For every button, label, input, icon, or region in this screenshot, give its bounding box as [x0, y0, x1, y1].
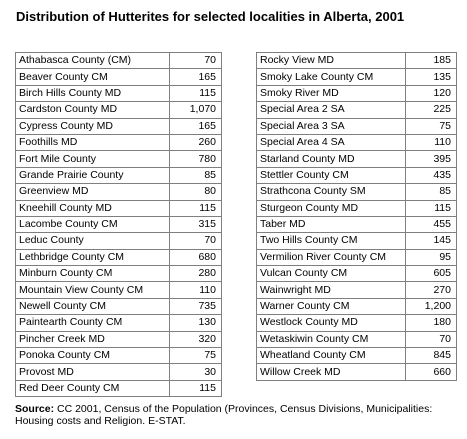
- hutterite-count-cell: 135: [406, 69, 457, 85]
- table-row: [16, 200, 222, 216]
- table-row: [16, 118, 222, 134]
- locality-name-cell: Smoky Lake County CM: [257, 69, 406, 85]
- table-row: [16, 249, 222, 265]
- locality-name-cell: Wheatland County CM: [257, 348, 406, 364]
- locality-name-cell: Grande Prairie County: [16, 167, 170, 183]
- hutterite-count-cell: 85: [170, 167, 222, 183]
- locality-name-cell: Foothills MD: [16, 134, 170, 150]
- locality-name-cell: Special Area 3 SA: [257, 118, 406, 134]
- table-row: [16, 85, 222, 101]
- locality-name-cell: Vermilion River County CM: [257, 249, 406, 265]
- hutterite-count-cell: 165: [170, 118, 222, 134]
- locality-name-cell: Taber MD: [257, 216, 406, 232]
- hutterite-count-cell: 80: [170, 184, 222, 200]
- table-row: [16, 380, 222, 396]
- table-body-right: [257, 53, 457, 381]
- hutterite-count-cell: 1,070: [170, 102, 222, 118]
- locality-name-cell: Starland County MD: [257, 151, 406, 167]
- hutterite-count-cell: 780: [170, 151, 222, 167]
- locality-name-cell: Lacombe County CM: [16, 216, 170, 232]
- table-row: [257, 102, 457, 118]
- table-row: [16, 102, 222, 118]
- table-row: [16, 266, 222, 282]
- locality-name-cell: Cardston County MD: [16, 102, 170, 118]
- table-row: [257, 134, 457, 150]
- locality-name-cell: Wainwright MD: [257, 282, 406, 298]
- table-row: [16, 151, 222, 167]
- table-row: [257, 216, 457, 232]
- hutterite-count-cell: 75: [406, 118, 457, 134]
- hutterite-count-cell: 735: [170, 298, 222, 314]
- hutterite-count-cell: 70: [170, 53, 222, 69]
- locality-name-cell: Special Area 2 SA: [257, 102, 406, 118]
- locality-name-cell: Birch Hills County MD: [16, 85, 170, 101]
- locality-name-cell: Rocky View MD: [257, 53, 406, 69]
- hutterite-count-cell: 130: [170, 315, 222, 331]
- locality-name-cell: Two Hills County CM: [257, 233, 406, 249]
- table-row: [257, 200, 457, 216]
- hutterite-count-cell: 1,200: [406, 298, 457, 314]
- locality-name-cell: Warner County CM: [257, 298, 406, 314]
- locality-name-cell: Willow Creek MD: [257, 364, 406, 380]
- hutterite-count-cell: 395: [406, 151, 457, 167]
- table-row: [16, 233, 222, 249]
- hutterite-count-cell: 270: [406, 282, 457, 298]
- locality-name-cell: Paintearth County CM: [16, 315, 170, 331]
- table-row: [257, 364, 457, 380]
- hutterite-count-cell: 185: [406, 53, 457, 69]
- table-row: [257, 315, 457, 331]
- table-row: [16, 282, 222, 298]
- hutterite-count-cell: 145: [406, 233, 457, 249]
- table-row: [16, 348, 222, 364]
- hutterite-count-cell: 115: [170, 380, 222, 396]
- locality-name-cell: Pincher Creek MD: [16, 331, 170, 347]
- hutterite-count-cell: 680: [170, 249, 222, 265]
- hutterite-count-cell: 115: [406, 200, 457, 216]
- table-row: [16, 53, 222, 69]
- table-row: [257, 282, 457, 298]
- locality-name-cell: Mountain View County CM: [16, 282, 170, 298]
- locality-name-cell: Provost MD: [16, 364, 170, 380]
- locality-name-cell: Sturgeon County MD: [257, 200, 406, 216]
- hutterite-count-cell: 280: [170, 266, 222, 282]
- locality-name-cell: Ponoka County CM: [16, 348, 170, 364]
- table-row: [16, 298, 222, 314]
- hutterite-count-cell: 225: [406, 102, 457, 118]
- locality-name-cell: Minburn County CM: [16, 266, 170, 282]
- table-row: [257, 85, 457, 101]
- table-row: [16, 216, 222, 232]
- page-title: Distribution of Hutterites for selected localities in Alberta, 2001: [16, 9, 405, 24]
- source-label: Source:: [15, 403, 55, 415]
- locality-name-cell: Cypress County MD: [16, 118, 170, 134]
- table-row: [16, 184, 222, 200]
- hutterite-count-cell: 315: [170, 216, 222, 232]
- locality-name-cell: Strathcona County SM: [257, 184, 406, 200]
- table-row: [16, 134, 222, 150]
- table-row: [257, 233, 457, 249]
- hutterite-count-cell: 110: [406, 134, 457, 150]
- locality-name-cell: Vulcan County CM: [257, 266, 406, 282]
- source-text: CC 2001, Census of the Population (Provinces, Census Divisions, Municipalities: Housing costs and Religion. E-STAT.: [15, 403, 433, 427]
- hutterite-count-cell: 115: [170, 200, 222, 216]
- table-row: [16, 69, 222, 85]
- locality-name-cell: Red Deer County CM: [16, 380, 170, 396]
- hutterite-count-cell: 30: [170, 364, 222, 380]
- table-row: [257, 151, 457, 167]
- locality-name-cell: Fort Mile County: [16, 151, 170, 167]
- hutterite-count-cell: 455: [406, 216, 457, 232]
- table-row: [257, 184, 457, 200]
- hutterite-count-cell: 660: [406, 364, 457, 380]
- hutterite-count-cell: 95: [406, 249, 457, 265]
- table-row: [16, 364, 222, 380]
- locality-name-cell: Smoky River MD: [257, 85, 406, 101]
- source-note: [15, 403, 465, 427]
- hutterite-count-cell: 260: [170, 134, 222, 150]
- table-row: [257, 298, 457, 314]
- locality-name-cell: Athabasca County (CM): [16, 53, 170, 69]
- table-row: [257, 118, 457, 134]
- hutterite-count-cell: 75: [170, 348, 222, 364]
- hutterite-count-cell: 70: [170, 233, 222, 249]
- locality-name-cell: Greenview MD: [16, 184, 170, 200]
- table-row: [257, 249, 457, 265]
- table-row: [257, 266, 457, 282]
- hutterite-count-cell: 605: [406, 266, 457, 282]
- locality-name-cell: Lethbridge County CM: [16, 249, 170, 265]
- localities-table-right: [256, 52, 457, 381]
- hutterite-count-cell: 435: [406, 167, 457, 183]
- locality-name-cell: Newell County CM: [16, 298, 170, 314]
- locality-name-cell: Westlock County MD: [257, 315, 406, 331]
- hutterite-count-cell: 180: [406, 315, 457, 331]
- table-body-left: [16, 53, 222, 397]
- locality-name-cell: Kneehill County MD: [16, 200, 170, 216]
- table-row: [16, 331, 222, 347]
- locality-name-cell: Stettler County CM: [257, 167, 406, 183]
- hutterite-count-cell: 120: [406, 85, 457, 101]
- table-row: [257, 331, 457, 347]
- table-row: [16, 315, 222, 331]
- localities-table-left: [15, 52, 222, 397]
- locality-name-cell: Wetaskiwin County CM: [257, 331, 406, 347]
- hutterite-count-cell: 85: [406, 184, 457, 200]
- locality-name-cell: Beaver County CM: [16, 69, 170, 85]
- table-row: [257, 53, 457, 69]
- table-row: [257, 167, 457, 183]
- table-row: [16, 167, 222, 183]
- hutterite-count-cell: 320: [170, 331, 222, 347]
- hutterite-count-cell: 110: [170, 282, 222, 298]
- table-row: [257, 69, 457, 85]
- locality-name-cell: Special Area 4 SA: [257, 134, 406, 150]
- hutterite-count-cell: 70: [406, 331, 457, 347]
- locality-name-cell: Leduc County: [16, 233, 170, 249]
- hutterite-count-cell: 845: [406, 348, 457, 364]
- table-row: [257, 348, 457, 364]
- hutterite-count-cell: 115: [170, 85, 222, 101]
- hutterite-count-cell: 165: [170, 69, 222, 85]
